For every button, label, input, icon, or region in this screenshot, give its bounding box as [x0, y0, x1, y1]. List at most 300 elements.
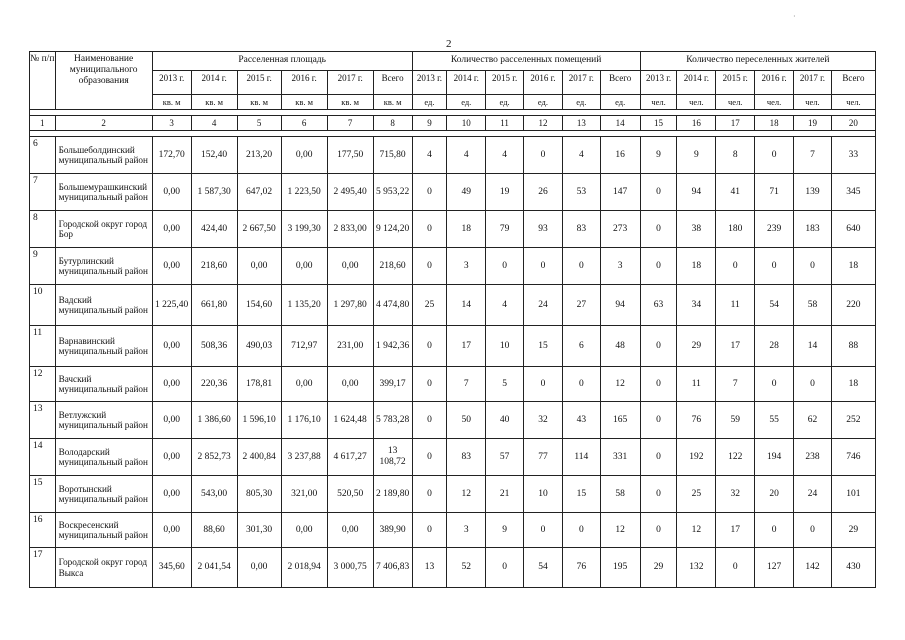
units-cell: 195 — [600, 548, 640, 588]
units-cell: 0 — [412, 211, 447, 248]
units-cell: 10 — [524, 476, 563, 513]
people-cell: 29 — [640, 548, 677, 588]
people-cell: 430 — [831, 548, 875, 588]
area-cell: 0,00 — [152, 248, 191, 285]
municipality-name: Володарский муниципальный район — [55, 439, 152, 476]
units-cell: 0 — [562, 367, 600, 402]
unit-header: кв. м — [281, 95, 327, 110]
area-cell: 2 189,80 — [373, 476, 412, 513]
area-cell: 172,70 — [152, 137, 191, 174]
area-cell: 5 953,22 — [373, 174, 412, 211]
table-row — [30, 367, 876, 402]
row-number: 6 — [30, 137, 56, 174]
people-cell: 0 — [640, 402, 677, 439]
people-cell: 24 — [794, 476, 832, 513]
people-cell: 58 — [794, 285, 832, 326]
area-cell: 2 852,73 — [191, 439, 237, 476]
units-cell: 21 — [486, 476, 524, 513]
unit-header: чел. — [677, 95, 716, 110]
units-cell: 49 — [447, 174, 486, 211]
table-row — [30, 513, 876, 548]
year-header: 2016 г. — [755, 71, 794, 95]
area-cell: 5 783,28 — [373, 402, 412, 439]
people-cell: 192 — [677, 439, 716, 476]
year-header: 2014 г. — [191, 71, 237, 95]
area-cell: 0,00 — [152, 326, 191, 367]
table-row — [30, 439, 876, 476]
people-cell: 0 — [755, 248, 794, 285]
units-cell: 0 — [412, 367, 447, 402]
table-row — [30, 248, 876, 285]
area-cell: 3 237,88 — [281, 439, 327, 476]
people-cell: 28 — [755, 326, 794, 367]
people-cell: 142 — [794, 548, 832, 588]
area-cell: 0,00 — [327, 248, 373, 285]
units-cell: 27 — [562, 285, 600, 326]
people-cell: 252 — [831, 402, 875, 439]
people-cell: 20 — [755, 476, 794, 513]
row-number: 7 — [30, 174, 56, 211]
unit-header: ед. — [562, 95, 600, 110]
units-cell: 24 — [524, 285, 563, 326]
area-cell: 2 018,94 — [281, 548, 327, 588]
people-cell: 18 — [831, 248, 875, 285]
area-cell: 520,50 — [327, 476, 373, 513]
people-cell: 345 — [831, 174, 875, 211]
area-cell: 2 833,00 — [327, 211, 373, 248]
header-group-units: Количество расселенных помещений — [412, 52, 640, 71]
row-number: 16 — [30, 513, 56, 548]
people-cell: 0 — [640, 211, 677, 248]
column-number: 1 — [30, 116, 56, 131]
people-cell: 62 — [794, 402, 832, 439]
people-cell: 33 — [831, 137, 875, 174]
area-cell: 4 617,27 — [327, 439, 373, 476]
units-cell: 3 — [447, 248, 486, 285]
table-row — [30, 211, 876, 248]
people-cell: 0 — [794, 248, 832, 285]
area-cell: 1 225,40 — [152, 285, 191, 326]
area-cell: 0,00 — [152, 476, 191, 513]
table-row — [30, 326, 876, 367]
area-cell: 2 400,84 — [237, 439, 281, 476]
column-number: 7 — [327, 116, 373, 131]
row-number: 11 — [30, 326, 56, 367]
units-cell: 18 — [447, 211, 486, 248]
table-row — [30, 476, 876, 513]
area-cell: 1 587,30 — [191, 174, 237, 211]
units-cell: 4 — [486, 137, 524, 174]
units-cell: 12 — [600, 513, 640, 548]
column-number: 8 — [373, 116, 412, 131]
area-cell: 2 041,54 — [191, 548, 237, 588]
area-cell: 0,00 — [152, 439, 191, 476]
people-cell: 132 — [677, 548, 716, 588]
header-no: № п/п — [30, 52, 56, 110]
people-cell: 0 — [640, 513, 677, 548]
units-cell: 0 — [486, 248, 524, 285]
page-number: 2 — [446, 38, 452, 50]
people-cell: 0 — [755, 513, 794, 548]
year-header: 2014 г. — [677, 71, 716, 95]
units-cell: 4 — [412, 137, 447, 174]
people-cell: 94 — [677, 174, 716, 211]
page-mark: · — [793, 12, 796, 21]
year-header: 2016 г. — [281, 71, 327, 95]
year-header: 2013 г. — [412, 71, 447, 95]
table-row — [30, 548, 876, 588]
table-row — [30, 174, 876, 211]
units-cell: 53 — [562, 174, 600, 211]
units-cell: 43 — [562, 402, 600, 439]
area-cell: 0,00 — [281, 367, 327, 402]
units-cell: 331 — [600, 439, 640, 476]
municipality-name: Ветлужский муниципальный район — [55, 402, 152, 439]
people-cell: 239 — [755, 211, 794, 248]
people-cell: 194 — [755, 439, 794, 476]
area-cell: 213,20 — [237, 137, 281, 174]
area-cell: 13 108,72 — [373, 439, 412, 476]
units-cell: 12 — [600, 367, 640, 402]
units-cell: 0 — [412, 326, 447, 367]
unit-header: кв. м — [373, 95, 412, 110]
municipality-name: Городской округ город Выкса — [55, 548, 152, 588]
people-cell: 63 — [640, 285, 677, 326]
people-cell: 11 — [677, 367, 716, 402]
units-cell: 0 — [412, 174, 447, 211]
people-cell: 29 — [677, 326, 716, 367]
header-row-years — [30, 71, 876, 95]
municipality-name: Бутурлинский муниципальный район — [55, 248, 152, 285]
people-cell: 0 — [640, 326, 677, 367]
people-cell: 640 — [831, 211, 875, 248]
area-cell: 1 596,10 — [237, 402, 281, 439]
year-header: 2017 г. — [794, 71, 832, 95]
units-cell: 0 — [412, 439, 447, 476]
area-cell: 712,97 — [281, 326, 327, 367]
municipality-name: Вадский муниципальный район — [55, 285, 152, 326]
area-cell: 3 199,30 — [281, 211, 327, 248]
column-number: 10 — [447, 116, 486, 131]
unit-header: кв. м — [152, 95, 191, 110]
area-cell: 0,00 — [152, 211, 191, 248]
area-cell: 0,00 — [152, 174, 191, 211]
units-cell: 0 — [524, 248, 563, 285]
people-cell: 55 — [755, 402, 794, 439]
people-cell: 41 — [716, 174, 755, 211]
column-number: 6 — [281, 116, 327, 131]
people-cell: 17 — [716, 513, 755, 548]
area-cell: 0,00 — [281, 513, 327, 548]
column-number: 20 — [831, 116, 875, 131]
area-cell: 1 386,60 — [191, 402, 237, 439]
unit-header: чел. — [716, 95, 755, 110]
area-cell: 0,00 — [281, 248, 327, 285]
column-number: 18 — [755, 116, 794, 131]
area-cell: 0,00 — [327, 367, 373, 402]
row-number: 8 — [30, 211, 56, 248]
people-cell: 38 — [677, 211, 716, 248]
row-number: 17 — [30, 548, 56, 588]
units-cell: 54 — [524, 548, 563, 588]
people-cell: 220 — [831, 285, 875, 326]
people-cell: 18 — [677, 248, 716, 285]
unit-header: ед. — [412, 95, 447, 110]
column-number: 3 — [152, 116, 191, 131]
column-number: 12 — [524, 116, 563, 131]
area-cell: 424,40 — [191, 211, 237, 248]
row-number: 15 — [30, 476, 56, 513]
people-cell: 0 — [640, 367, 677, 402]
units-cell: 14 — [447, 285, 486, 326]
table-row — [30, 285, 876, 326]
units-cell: 77 — [524, 439, 563, 476]
unit-header: кв. м — [327, 95, 373, 110]
units-cell: 12 — [447, 476, 486, 513]
people-cell: 76 — [677, 402, 716, 439]
units-cell: 17 — [447, 326, 486, 367]
people-cell: 183 — [794, 211, 832, 248]
people-cell: 0 — [755, 137, 794, 174]
people-cell: 12 — [677, 513, 716, 548]
units-cell: 32 — [524, 402, 563, 439]
people-cell: 54 — [755, 285, 794, 326]
year-header: 2017 г. — [562, 71, 600, 95]
header-name: Наименование муниципального образования — [55, 52, 152, 110]
units-cell: 5 — [486, 367, 524, 402]
units-cell: 165 — [600, 402, 640, 439]
column-number: 15 — [640, 116, 677, 131]
people-cell: 0 — [640, 476, 677, 513]
header-row-groups — [30, 52, 876, 71]
units-cell: 0 — [562, 248, 600, 285]
people-cell: 0 — [755, 367, 794, 402]
units-cell: 83 — [562, 211, 600, 248]
column-number: 16 — [677, 116, 716, 131]
people-cell: 139 — [794, 174, 832, 211]
people-cell: 0 — [640, 174, 677, 211]
area-cell: 1 297,80 — [327, 285, 373, 326]
people-cell: 88 — [831, 326, 875, 367]
row-number: 9 — [30, 248, 56, 285]
header-group-area: Расселенная площадь — [152, 52, 412, 71]
units-cell: 0 — [524, 367, 563, 402]
units-cell: 0 — [524, 137, 563, 174]
units-cell: 114 — [562, 439, 600, 476]
area-cell: 218,60 — [373, 248, 412, 285]
people-cell: 34 — [677, 285, 716, 326]
people-cell: 8 — [716, 137, 755, 174]
people-cell: 59 — [716, 402, 755, 439]
unit-header: кв. м — [191, 95, 237, 110]
units-cell: 16 — [600, 137, 640, 174]
area-cell: 231,00 — [327, 326, 373, 367]
units-cell: 3 — [447, 513, 486, 548]
column-number: 4 — [191, 116, 237, 131]
municipality-name: Воскресенский муниципальный район — [55, 513, 152, 548]
column-number: 5 — [237, 116, 281, 131]
people-cell: 0 — [640, 439, 677, 476]
year-header: Всего — [831, 71, 875, 95]
municipality-name: Варнавинский муниципальный район — [55, 326, 152, 367]
area-cell: 9 124,20 — [373, 211, 412, 248]
unit-header: ед. — [447, 95, 486, 110]
people-cell: 71 — [755, 174, 794, 211]
unit-header: ед. — [486, 95, 524, 110]
area-cell: 301,30 — [237, 513, 281, 548]
people-cell: 7 — [716, 367, 755, 402]
header-row-units — [30, 95, 876, 110]
area-cell: 0,00 — [152, 513, 191, 548]
people-cell: 0 — [716, 248, 755, 285]
unit-header: чел. — [794, 95, 832, 110]
area-cell: 218,60 — [191, 248, 237, 285]
people-cell: 0 — [640, 248, 677, 285]
units-cell: 94 — [600, 285, 640, 326]
units-cell: 3 — [600, 248, 640, 285]
area-cell: 399,17 — [373, 367, 412, 402]
municipality-name: Большеболдинский муниципальный район — [55, 137, 152, 174]
area-cell: 1 135,20 — [281, 285, 327, 326]
people-cell: 127 — [755, 548, 794, 588]
people-cell: 9 — [677, 137, 716, 174]
units-cell: 0 — [412, 513, 447, 548]
units-cell: 52 — [447, 548, 486, 588]
municipality-name: Вачский муниципальный район — [55, 367, 152, 402]
units-cell: 15 — [524, 326, 563, 367]
area-cell: 154,60 — [237, 285, 281, 326]
area-cell: 2 667,50 — [237, 211, 281, 248]
row-number: 13 — [30, 402, 56, 439]
area-cell: 1 176,10 — [281, 402, 327, 439]
people-cell: 180 — [716, 211, 755, 248]
area-cell: 0,00 — [281, 137, 327, 174]
units-cell: 58 — [600, 476, 640, 513]
municipality-name: Воротынский муниципальный район — [55, 476, 152, 513]
people-cell: 14 — [794, 326, 832, 367]
year-header: 2013 г. — [640, 71, 677, 95]
area-cell: 345,60 — [152, 548, 191, 588]
municipality-name: Городской округ город Бор — [55, 211, 152, 248]
people-cell: 9 — [640, 137, 677, 174]
year-header: 2015 г. — [237, 71, 281, 95]
unit-header: кв. м — [237, 95, 281, 110]
units-cell: 4 — [562, 137, 600, 174]
units-cell: 4 — [486, 285, 524, 326]
table-row — [30, 402, 876, 439]
units-cell: 15 — [562, 476, 600, 513]
people-cell: 18 — [831, 367, 875, 402]
units-cell: 48 — [600, 326, 640, 367]
area-cell: 389,90 — [373, 513, 412, 548]
units-cell: 4 — [447, 137, 486, 174]
people-cell: 11 — [716, 285, 755, 326]
people-cell: 32 — [716, 476, 755, 513]
people-cell: 0 — [716, 548, 755, 588]
area-cell: 7 406,83 — [373, 548, 412, 588]
units-cell: 0 — [486, 548, 524, 588]
year-header: 2013 г. — [152, 71, 191, 95]
units-cell: 26 — [524, 174, 563, 211]
area-cell: 1 223,50 — [281, 174, 327, 211]
units-cell: 19 — [486, 174, 524, 211]
unit-header: ед. — [524, 95, 563, 110]
column-number: 2 — [55, 116, 152, 131]
area-cell: 1 624,48 — [327, 402, 373, 439]
area-cell: 177,50 — [327, 137, 373, 174]
people-cell: 0 — [794, 513, 832, 548]
units-cell: 79 — [486, 211, 524, 248]
people-cell: 25 — [677, 476, 716, 513]
people-cell: 17 — [716, 326, 755, 367]
column-number-row — [30, 116, 876, 131]
people-cell: 7 — [794, 137, 832, 174]
area-cell: 88,60 — [191, 513, 237, 548]
unit-header: чел. — [831, 95, 875, 110]
people-cell: 746 — [831, 439, 875, 476]
people-cell: 238 — [794, 439, 832, 476]
column-number: 13 — [562, 116, 600, 131]
column-number: 9 — [412, 116, 447, 131]
unit-header: чел. — [640, 95, 677, 110]
area-cell: 321,00 — [281, 476, 327, 513]
area-cell: 805,30 — [237, 476, 281, 513]
units-cell: 10 — [486, 326, 524, 367]
units-cell: 7 — [447, 367, 486, 402]
area-cell: 0,00 — [152, 402, 191, 439]
units-cell: 13 — [412, 548, 447, 588]
column-number: 17 — [716, 116, 755, 131]
year-header: Всего — [373, 71, 412, 95]
area-cell: 1 942,36 — [373, 326, 412, 367]
row-number: 14 — [30, 439, 56, 476]
units-cell: 0 — [562, 513, 600, 548]
units-cell: 40 — [486, 402, 524, 439]
area-cell: 220,36 — [191, 367, 237, 402]
people-cell: 0 — [794, 367, 832, 402]
row-number: 12 — [30, 367, 56, 402]
header-group-people: Количество переселенных жителей — [640, 52, 875, 71]
unit-header: ед. — [600, 95, 640, 110]
units-cell: 83 — [447, 439, 486, 476]
units-cell: 9 — [486, 513, 524, 548]
units-cell: 0 — [412, 476, 447, 513]
area-cell: 4 474,80 — [373, 285, 412, 326]
units-cell: 25 — [412, 285, 447, 326]
area-cell: 178,81 — [237, 367, 281, 402]
year-header: 2014 г. — [447, 71, 486, 95]
area-cell: 3 000,75 — [327, 548, 373, 588]
table-row — [30, 137, 876, 174]
column-number: 11 — [486, 116, 524, 131]
units-cell: 76 — [562, 548, 600, 588]
area-cell: 2 495,40 — [327, 174, 373, 211]
year-header: 2017 г. — [327, 71, 373, 95]
area-cell: 152,40 — [191, 137, 237, 174]
units-cell: 50 — [447, 402, 486, 439]
year-header: 2015 г. — [716, 71, 755, 95]
people-cell: 29 — [831, 513, 875, 548]
municipality-name: Большемурашкинский муниципальный район — [55, 174, 152, 211]
area-cell: 543,00 — [191, 476, 237, 513]
area-cell: 508,36 — [191, 326, 237, 367]
area-cell: 661,80 — [191, 285, 237, 326]
column-number: 19 — [794, 116, 832, 131]
column-number: 14 — [600, 116, 640, 131]
people-cell: 101 — [831, 476, 875, 513]
area-cell: 0,00 — [237, 248, 281, 285]
units-cell: 0 — [412, 402, 447, 439]
